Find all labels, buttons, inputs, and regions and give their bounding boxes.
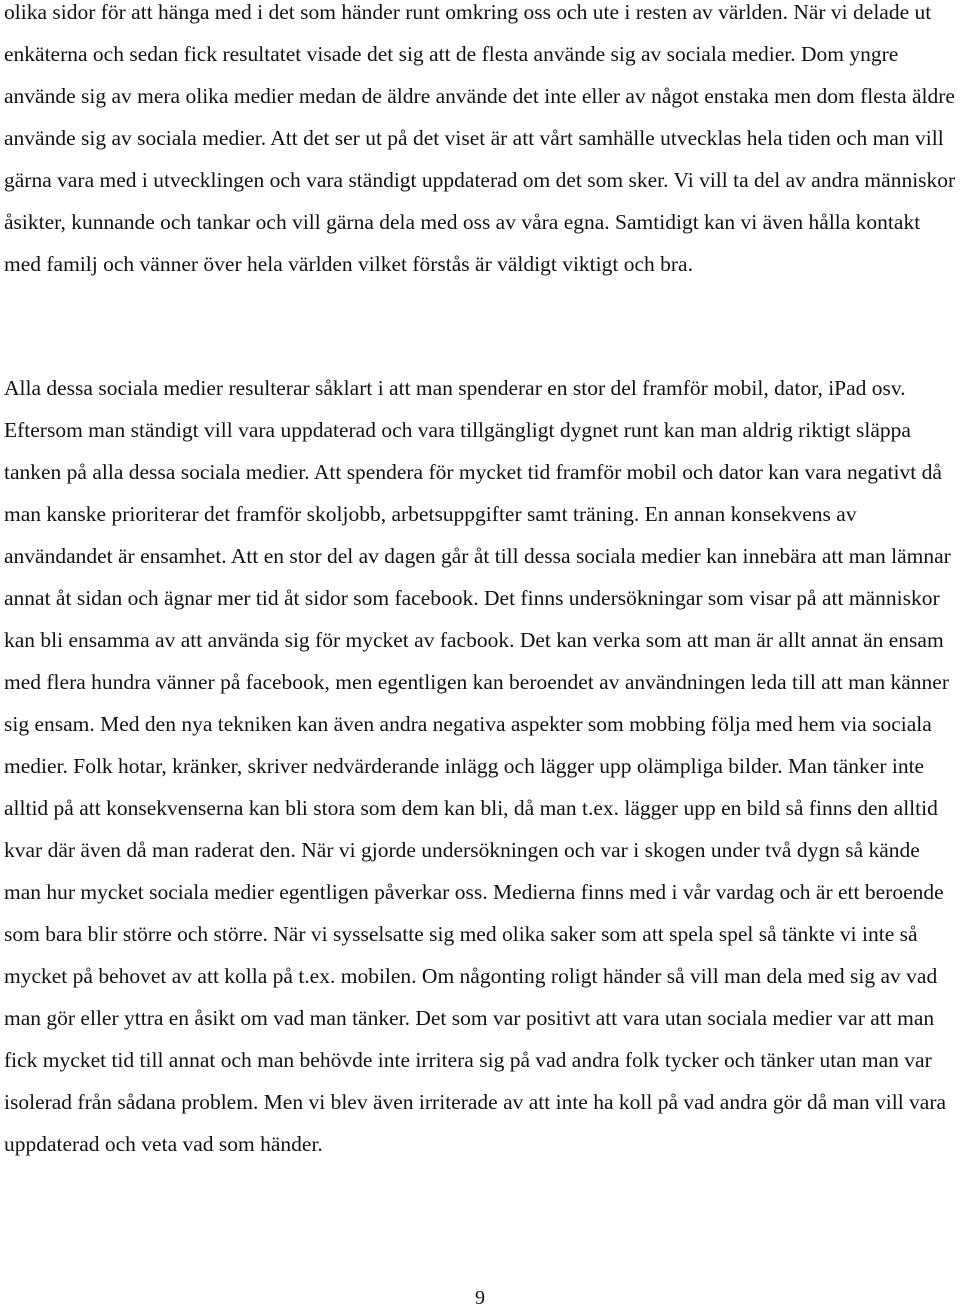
body-paragraph-1: olika sidor för att hänga med i det som händer runt omkring oss och ute i resten av världen. När vi delade ut enkäterna och sedan fick resultatet visade det sig att de flesta använde sig av sociala medier. Dom yngre använde sig av mera olika medier medan de äldre använde det inte eller av något enstaka men dom flesta äldre använde sig av sociala medier. Att det ser ut på det viset är att vårt samhälle utvecklas hela tiden och man vill gärna vara med i utvecklingen och vara ständigt uppdaterad om det som sker. Vi vill ta del av andra människor åsikter, kunnande och tankar och vill gärna dela med oss av våra egna. Samtidigt kan vi även hålla kontakt med familj och vänner över hela världen vilket förstås är väldigt viktigt och bra.: [4, 0, 956, 276]
page-number: 9: [475, 1287, 485, 1309]
body-paragraph-2: Alla dessa sociala medier resulterar såklart i att man spenderar en stor del framför mobil, dator, iPad osv. Eftersom man ständigt vill vara uppdaterad och vara tillgängligt dygnet runt kan man aldrig riktigt släppa tanken på alla dessa sociala medier. Att spendera för mycket tid framför mobil och dator kan vara negativt då man kanske prioriterar det framför skoljobb, arbetsuppgifter samt träning. En annan konsekvens av användandet är ensamhet. Att en stor del av dagen går åt till dessa sociala medier kan innebära att man lämnar annat åt sidan och ägnar mer tid åt sidor som facebook. Det finns undersökningar som visar på att människor kan bli ensamma av att använda sig för mycket av facbook. Det kan verka som att man är allt annat än ensam med flera hundra vänner på facebook, men egentligen kan beroendet av användningen leda till att man känner sig ensam. Med den nya tekniken kan även andra negativa aspekter som mobbing följa med hem via sociala medier. Folk hotar, kränker, skriver nedvärderande inlägg och lägger upp olämpliga bilder. Man tänker inte alltid på att konsekvenserna kan bli stora som dem kan bli, då man t.ex. lägger upp en bild så finns den alltid kvar där även då man raderat den. När vi gjorde undersökningen och var i skogen under två dygn så kände man hur mycket sociala medier egentligen påverkar oss. Medierna finns med i vår vardag och är ett beroende som bara blir större och större. När vi sysselsatte sig med olika saker som att spela spel så tänkte vi inte så mycket på behovet av att kolla på t.ex. mobilen. Om någonting roligt händer så vill man dela med sig av vad man gör eller yttra en åsikt om vad man tänker. Det som var positivt att vara utan sociala medier var att man fick mycket tid till annat och man behövde inte irritera sig på vad andra folk tycker och tänker utan man var isolerad från sådana problem. Men vi blev även irriterade av att inte ha koll på vad andra gör då man vill vara uppdaterad och veta vad som händer.: [4, 376, 951, 1156]
